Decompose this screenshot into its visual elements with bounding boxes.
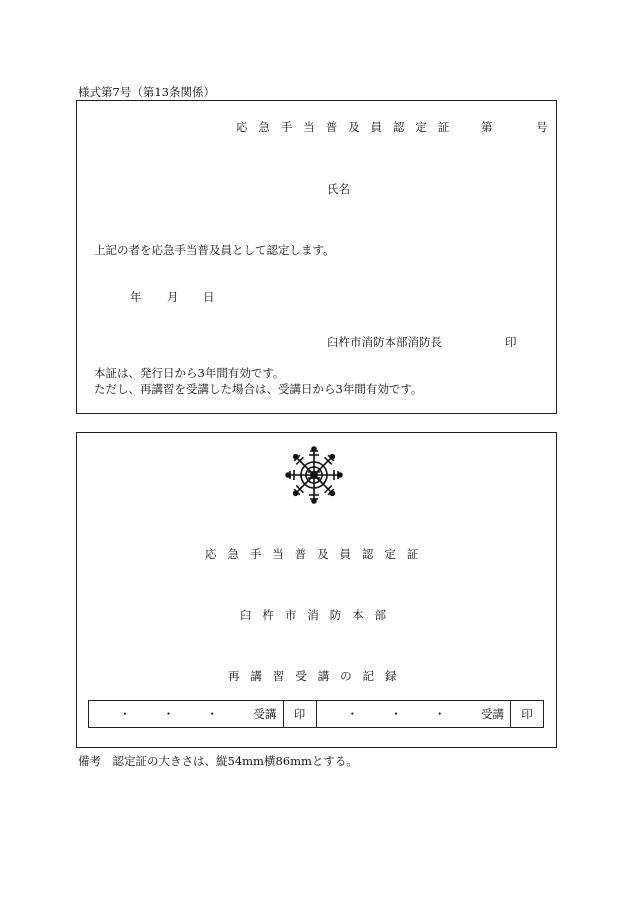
certification-statement: 上記の者を応急手当普及員として認定します。 xyxy=(94,243,335,257)
record-1-date-separator: ・ xyxy=(206,707,218,721)
name-label: 氏名 xyxy=(327,182,350,196)
validity-line-2: ただし、再講習を受講した場合は、受講日から3年間有効です。 xyxy=(94,382,423,396)
record-2-date-separator: ・ xyxy=(390,707,402,721)
back-title: 応急手当普及員認定証 xyxy=(205,547,430,561)
certificate-number-suffix: 号 xyxy=(536,120,548,134)
date-month: 月 xyxy=(167,290,179,304)
size-note: 備考 認定証の大きさは、縦54mm横86mmとする。 xyxy=(78,754,358,768)
record-1-date-separator: ・ xyxy=(119,707,131,721)
record-2-date xyxy=(316,701,511,728)
issuer: 臼杵市消防本部消防長 xyxy=(327,335,442,349)
form-label: 様式第7号（第13条関係） xyxy=(78,85,215,99)
record-1-label: 受講 xyxy=(253,707,277,721)
issuer-seal-mark: 印 xyxy=(505,335,517,349)
fire-department-name: 臼杵市消防本部 xyxy=(240,608,397,622)
date-day: 日 xyxy=(203,290,215,304)
record-1-date xyxy=(89,701,284,728)
record-heading: 再講習受講の記録 xyxy=(228,669,408,683)
record-2-label: 受講 xyxy=(481,707,504,721)
retraining-record-table xyxy=(88,700,544,728)
municipal-emblem-icon xyxy=(284,445,344,505)
front-title: 応急手当普及員認定証 xyxy=(236,120,461,134)
record-1-seal: 印 xyxy=(283,701,316,728)
record-2-date-separator: ・ xyxy=(346,707,359,721)
record-1-date-separator: ・ xyxy=(162,707,175,721)
date-year: 年 xyxy=(130,290,142,304)
record-2-seal: 印 xyxy=(511,701,544,728)
certificate-number-prefix: 第 xyxy=(481,120,493,134)
record-2-date-separator: ・ xyxy=(433,707,446,721)
validity-line-1: 本証は、発行日から3年間有効です。 xyxy=(94,366,285,380)
